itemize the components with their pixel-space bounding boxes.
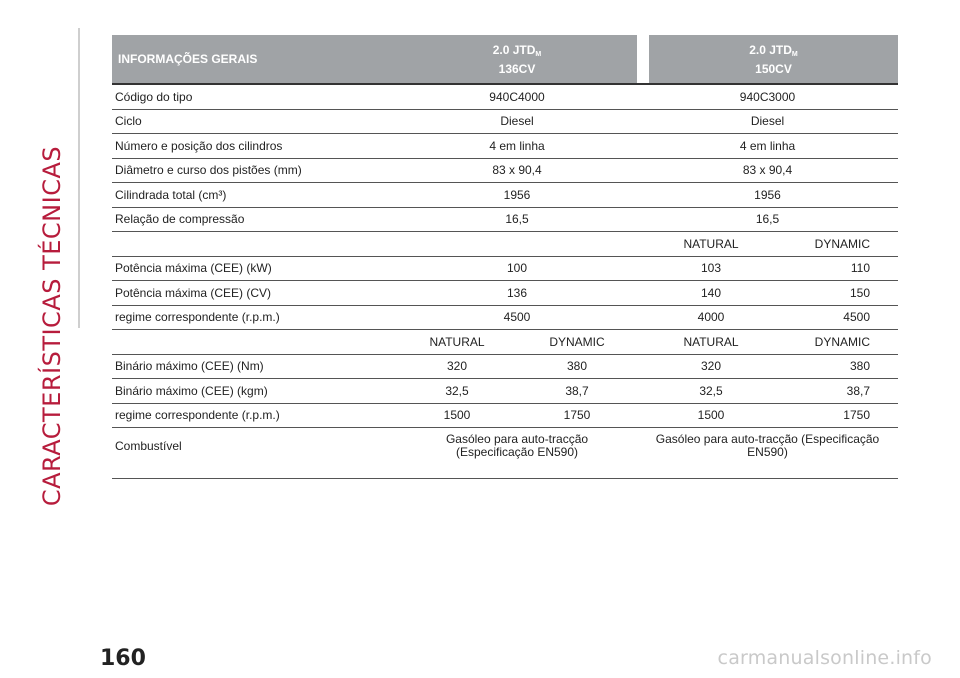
cell-value: 140 <box>649 281 773 306</box>
table-row <box>112 183 898 208</box>
table-row <box>112 85 898 110</box>
cell-value: 1500 <box>649 404 773 429</box>
cell-value: 16,5 <box>637 208 898 233</box>
cell-value: 4500 <box>397 306 637 331</box>
cell-value: 4000 <box>649 306 773 331</box>
side-divider-line <box>78 28 80 328</box>
cell-gap <box>637 257 649 282</box>
cell-value: 136 <box>397 281 637 306</box>
cell-empty <box>397 232 637 257</box>
cell-value: 1750 <box>517 404 637 429</box>
row-label <box>112 330 397 355</box>
cell-value: 4500 <box>773 306 898 331</box>
table-header-row <box>112 35 898 85</box>
cell-value: 1500 <box>397 404 517 429</box>
row-label: regime correspondente (r.p.m.) <box>112 306 397 331</box>
cell-value: 83 x 90,4 <box>637 159 898 184</box>
cell-value: 320 <box>649 355 773 380</box>
cell-value: 103 <box>649 257 773 282</box>
watermark: carmanualsonline.info <box>717 647 932 669</box>
row-label: Potência máxima (CEE) (kW) <box>112 257 397 282</box>
row-label: Combustível <box>112 428 397 479</box>
cell-gap <box>637 355 649 380</box>
table-row <box>112 257 898 282</box>
table-row <box>112 379 898 404</box>
row-label: Diâmetro e curso dos pistões (mm) <box>112 159 397 184</box>
table-row <box>112 306 898 331</box>
row-label: Código do tipo <box>112 85 397 110</box>
cell-value: 32,5 <box>397 379 517 404</box>
row-label: Binário máximo (CEE) (Nm) <box>112 355 397 380</box>
table-row-modes <box>112 330 898 355</box>
cell-value: Diesel <box>637 110 898 135</box>
header-general-info: INFORMAÇÕES GERAIS <box>112 35 397 85</box>
row-label <box>112 232 397 257</box>
mode-natural: NATURAL <box>649 232 773 257</box>
cell-gap <box>637 232 649 257</box>
cell-fuel-150: Gasóleo para auto-tracção (Especificação EN590) <box>637 428 898 479</box>
table-row <box>112 355 898 380</box>
engine-specs-table <box>112 35 898 479</box>
row-label: Potência máxima (CEE) (CV) <box>112 281 397 306</box>
cell-value: 380 <box>517 355 637 380</box>
table-row <box>112 134 898 159</box>
table-row <box>112 110 898 135</box>
cell-value: 940C3000 <box>637 85 898 110</box>
mode-natural: NATURAL <box>397 330 517 355</box>
table-row <box>112 159 898 184</box>
header-engine-136: 2.0 $JTD_M$ 136CV <box>397 35 637 85</box>
table-row <box>112 404 898 429</box>
mode-dynamic: DYNAMIC <box>773 232 898 257</box>
cell-value: 16,5 <box>397 208 637 233</box>
table-row <box>112 281 898 306</box>
cell-value: 1750 <box>773 404 898 429</box>
page-number: 160 <box>100 646 146 671</box>
mode-dynamic: DYNAMIC <box>517 330 637 355</box>
cell-value: 4 em linha <box>397 134 637 159</box>
cell-value: Diesel <box>397 110 637 135</box>
table-row-fuel <box>112 428 898 479</box>
row-label: Ciclo <box>112 110 397 135</box>
mode-dynamic: DYNAMIC <box>773 330 898 355</box>
table-row-modes <box>112 232 898 257</box>
row-label: Binário máximo (CEE) (kgm) <box>112 379 397 404</box>
cell-value: 100 <box>397 257 637 282</box>
section-side-title: CARACTERÍSTICAS TÉCNICAS <box>38 145 66 507</box>
cell-value: 380 <box>773 355 898 380</box>
row-label: Número e posição dos cilindros <box>112 134 397 159</box>
cell-gap <box>637 404 649 429</box>
cell-fuel-136: Gasóleo para auto-tracção (Especificação EN590) <box>397 428 637 479</box>
cell-value: 1956 <box>637 183 898 208</box>
cell-gap <box>637 281 649 306</box>
header-engine-150: 2.0 $JTD_M$ 150CV <box>649 35 898 85</box>
cell-value: 83 x 90,4 <box>397 159 637 184</box>
cell-value: 38,7 <box>773 379 898 404</box>
cell-gap <box>637 379 649 404</box>
cell-value: 1956 <box>397 183 637 208</box>
row-label: regime correspondente (r.p.m.) <box>112 404 397 429</box>
cell-gap <box>637 306 649 331</box>
cell-value: 32,5 <box>649 379 773 404</box>
cell-value: 320 <box>397 355 517 380</box>
cell-value: 940C4000 <box>397 85 637 110</box>
row-label: Cilindrada total (cm³) <box>112 183 397 208</box>
cell-gap <box>637 330 649 355</box>
header-gap <box>637 35 649 85</box>
mode-natural: NATURAL <box>649 330 773 355</box>
cell-value: 150 <box>773 281 898 306</box>
cell-value: 4 em linha <box>637 134 898 159</box>
table-row <box>112 208 898 233</box>
cell-value: 110 <box>773 257 898 282</box>
row-label: Relação de compressão <box>112 208 397 233</box>
cell-value: 38,7 <box>517 379 637 404</box>
